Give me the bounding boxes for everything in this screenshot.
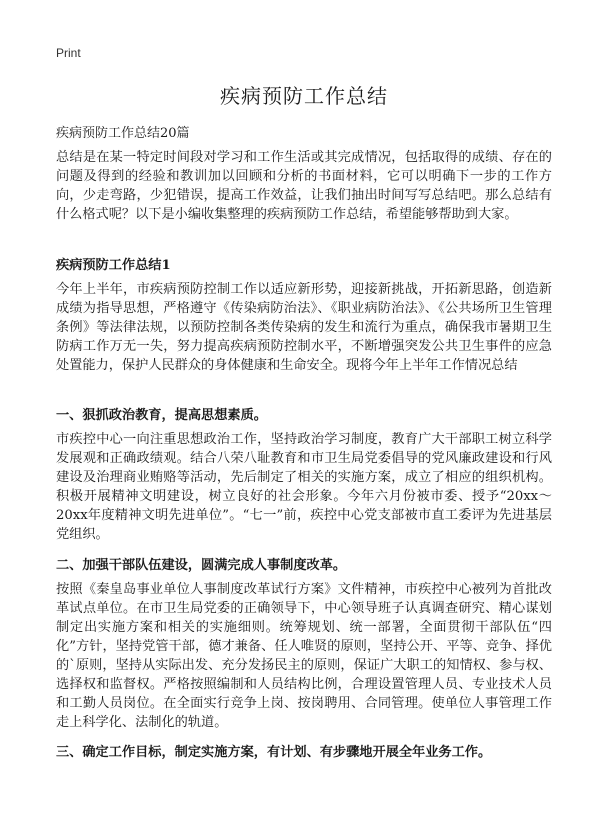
item-heading-3: 三、确定工作目标，制定实施方案，有计划、有步骤地开展全年业务工作。 [56,745,492,760]
section-heading: 疾病预防工作总结1 [56,258,171,273]
page-title: 疾病预防工作总结 [220,84,388,108]
item-heading-2: 二、加强干部队伍建设，圆满完成人事制度改革。 [56,558,347,573]
print-link[interactable]: Print [56,46,81,60]
intro-paragraph: 总结是在某一特定时间段对学习和工作生活或其完成情况，包括取得的成绩、存在的问题及得到的经验和教训加以回顾和分析的书面材料，它可以明确下一步的工作方向，少走弯路，少犯错误，提高工作效益，让我们抽出时间写写总结吧。那么总结有什么格式呢？以下是小编收集整理的疾病预防工作总结，希望能够帮助到大家。 [56,150,552,222]
item-body-1: 市疾控中心一向注重思想政治工作，坚持政治学习制度，教育广大干部职工树立科学发展观和正确政绩观。结合八荣八耻教育和市卫生局党委倡导的党风廉政建设和行风建设及治理商业贿赂等活动，先后制定了相关的实施方案，成立了相应的组织机构。积极开展精神文明建设，树立良好的社会形象。今年六月份被市委、授予“20xx～20xx年度精神文明先进单位”。“七一”前，疾控中心党支部被市直工委评为先进基层党组织。 [56,432,552,542]
section-intro-paragraph: 今年上半年，市疾病预防控制工作以适应新形势，迎接新挑战，开拓新思路，创造新成绩为指导思想，严格遵守《传染病防治法》、《职业病防治法》、《公共场所卫生管理条例》等法律法规，以预防控制各类传染病的发生和流行为重点，确保我市暑期卫生防病工作万无一失，努力提高疾病预防控制水平，不断增强突发公共卫生事件的应急处置能力，保护人民群众的身体健康和生命安全。现将今年上半年工作情况总结 [56,282,552,373]
item-body-2: 按照《秦皇岛事业单位人事制度改革试行方案》文件精神，市疾控中心被列为首批改革试点单位。在市卫生局党委的正确领导下，中心领导班子认真调查研究、精心谋划制定出实施方案和相关的实施细则。统筹规划、统一部署，全面贯彻干部队伍“四化”方针，坚持党管干部，德才兼备、任人唯贤的原则，坚持公开、平等、竞争、择优的`原则，坚持从实际出发、充分发扬民主的原则，保证广大职工的知情权、参与权、选择权和监督权。严格按照编制和人员结构比例，合理设置管理人员、专业技术人员和工勤人员岗位。在全面实行竞争上岗、按岗聘用、合同管理。使单位人事管理工作走上科学化、法制化的轨道。 [56,582,552,730]
document-subtitle: 疾病预防工作总结20篇 [56,126,190,141]
item-heading-1: 一、狠抓政治教育，提高思想素质。 [56,408,267,423]
